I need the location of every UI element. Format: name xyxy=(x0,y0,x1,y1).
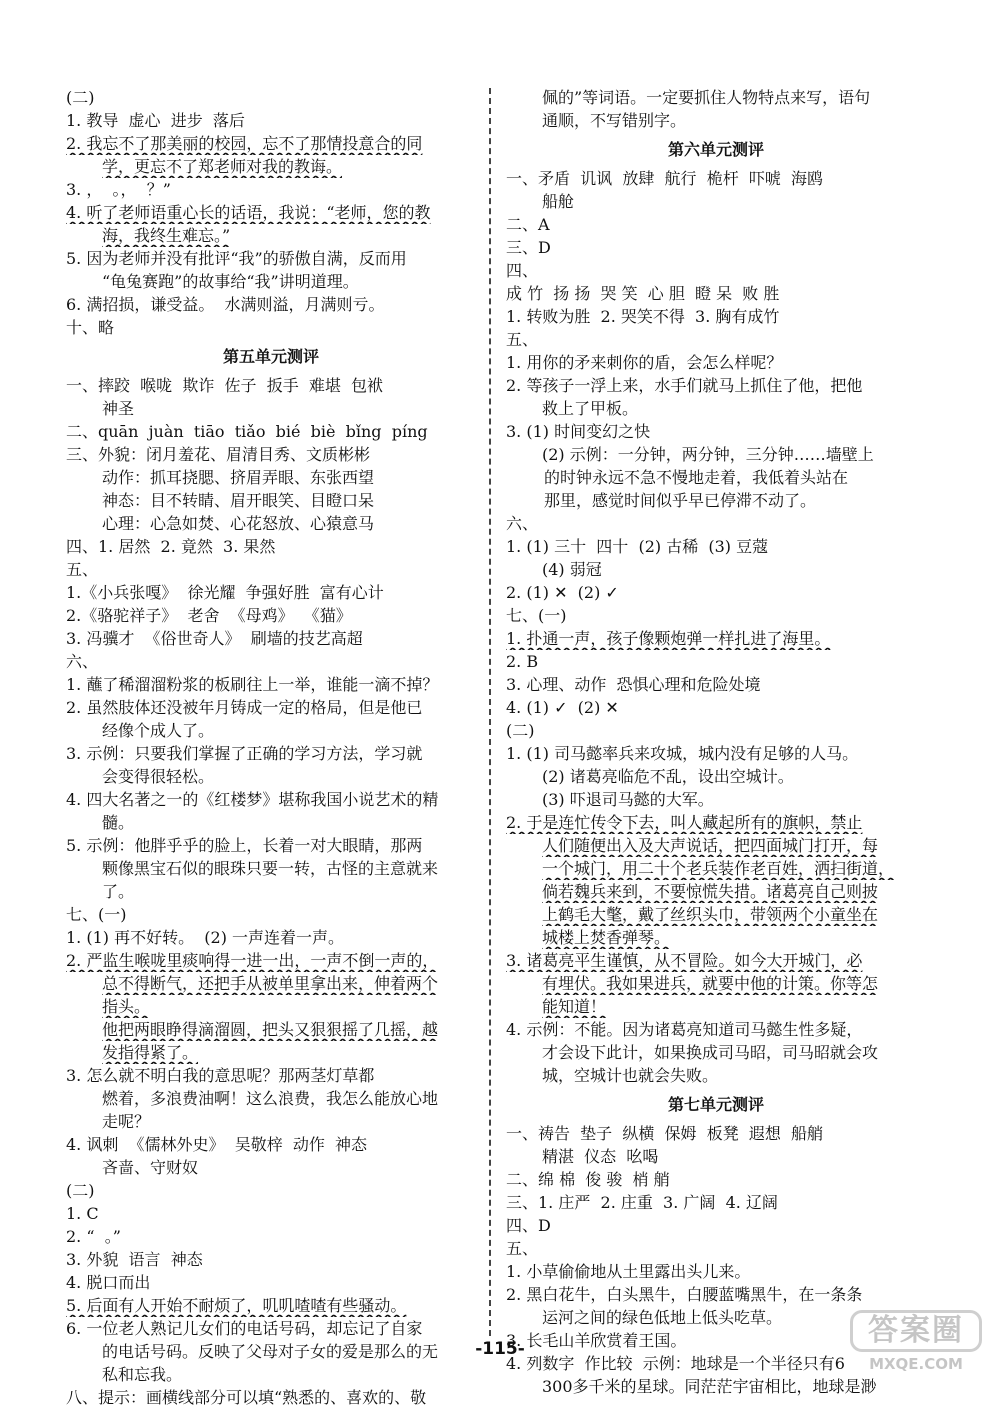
answer-line xyxy=(506,627,926,650)
answer-line: 3. 外貌 语言 神态 xyxy=(66,1250,203,1269)
answer-line: 那里，感觉时间似乎早已停滞不动了。 xyxy=(544,491,817,510)
answer-line xyxy=(66,224,476,247)
underlined-answer: 3. 诸葛亮平生谨慎，从不冒险。如今大开城门，必 xyxy=(506,951,863,970)
answer-line: 经像个成人了。 xyxy=(102,721,215,740)
answer-line xyxy=(66,1041,476,1064)
underlined-answer: 4. 听了老师语重心长的话语，我说：“老师，您的教 xyxy=(66,203,431,222)
answer-line: 1. 蘸了稀溜溜粉浆的板刷往上一举，谁能一滴不掉？ xyxy=(66,675,439,694)
right-column xyxy=(506,86,926,1398)
answer-line: 3. 长毛山羊欣赏着王国。 xyxy=(506,1331,687,1350)
answer-line: 七、(一) xyxy=(506,606,567,625)
answer-line xyxy=(506,857,926,880)
answer-line: 300多千米的星球。同茫茫宇宙相比，地球是渺 xyxy=(542,1377,877,1396)
answer-line: 4. 列数字 作比较 示例：地球是一个半径只有6 xyxy=(506,1354,845,1373)
answer-line: 心理：心急如焚、心花怒放、心猿意马 xyxy=(102,514,375,533)
answer-line: 五、 xyxy=(506,330,539,349)
underlined-answer: 他把两眼睁得滴溜圆，把头又狠狠摇了几摇，越 xyxy=(102,1020,439,1039)
answer-line: (2) 示例：一分钟，两分钟，三分钟……墙壁上 xyxy=(542,445,874,464)
section-title: 第六单元测评 xyxy=(667,140,764,159)
answer-line: 1. (1) 三十 四十 (2) 古稀 (3) 豆蔻 xyxy=(506,537,769,556)
underlined-answer: 2. 我忘不了那美丽的校园，忘不了那情投意合的同 xyxy=(66,134,423,153)
answer-line: 四、1. 居然 2. 竟然 3. 果然 xyxy=(66,537,276,556)
answer-line: (二) xyxy=(506,721,535,740)
answer-line: 4. 四大名著之一的《红楼梦》堪称我国小说艺术的精 xyxy=(66,790,439,809)
watermark-site: MXQE.COM xyxy=(869,1355,963,1373)
watermark-logo xyxy=(850,1310,982,1382)
answer-line: 燃着，多浪费油啊！这么浪费，我怎么能放心地 xyxy=(102,1089,439,1108)
answer-line: 会变得很轻松。 xyxy=(102,767,215,786)
underlined-answer: 总不得断气，还把手从被单里拿出来，伸着两个 xyxy=(102,974,439,993)
answer-line: 3. 示例：只要我们掌握了正确的学习方法，学习就 xyxy=(66,744,423,763)
answer-line xyxy=(506,880,926,903)
answer-line: 3. (1) 时间变幻之快 xyxy=(506,422,651,441)
answer-line: 神圣 xyxy=(102,399,135,418)
answer-line: 2.《骆驼祥子》 老舍 《母鸡》 《猫》 xyxy=(66,606,352,625)
answer-line: 3. 心理、动作 恐惧心理和危险处境 xyxy=(506,675,761,694)
answer-line xyxy=(506,949,926,972)
answer-line: 二、quān juàn tiāo tiǎo bié biè bǐng píng xyxy=(66,422,428,441)
answer-line: 运河之间的绿色低地上低头吃草。 xyxy=(542,1308,783,1327)
answer-line: 一、摔跤 喉咙 欺诈 佐子 扳手 难堪 包袱 xyxy=(66,376,384,395)
answer-line xyxy=(506,926,926,949)
answer-line: 动作：抓耳挠腮、挤眉弄眼、东张西望 xyxy=(102,468,375,487)
answer-line: 走呢？ xyxy=(102,1112,151,1131)
answer-line: 二、绵 棉 俊 骏 梢 艄 xyxy=(506,1170,670,1189)
answer-line: 6. 一位老人熟记儿女们的电话号码，却忘记了自家 xyxy=(66,1319,423,1338)
answer-line: 八、提示：画横线部分可以填“熟悉的、喜欢的、敬 xyxy=(66,1388,427,1407)
answer-line: 1. 教导 虚心 进步 落后 xyxy=(66,111,245,130)
answer-line: 五、 xyxy=(66,560,99,579)
answer-line xyxy=(66,995,476,1018)
answer-line xyxy=(506,811,926,834)
underlined-answer: 1. 扑通一声，孩子像颗炮弹一样扎进了海里。 xyxy=(506,629,831,648)
answer-line: 2. 等孩子一浮上来，水手们就马上抓住了他，把他 xyxy=(506,376,863,395)
underlined-answer: 有埋伏。我如果进兵，就要中他的计策。你等怎 xyxy=(542,974,879,993)
underlined-answer: 倘若魏兵来到，不要惊慌失措。诸葛亮自己则披 xyxy=(542,882,879,901)
answer-line: (4) 弱冠 xyxy=(542,560,602,579)
underlined-answer: 一个城门，用二十个老兵装作老百姓，洒扫街道， xyxy=(542,859,895,878)
answer-line: (二) xyxy=(66,1181,95,1200)
answer-line: 1. (1) 再不好转。 (2) 一声连着一声。 xyxy=(66,928,345,947)
answer-line: 佩的”等词语。一定要抓住人物特点来写，语句 xyxy=(542,88,871,107)
answer-line: 精湛 仪态 吆喝 xyxy=(542,1147,659,1166)
answer-line: 四、D xyxy=(506,1216,551,1235)
answer-line: “龟兔赛跑”的故事给“我”讲明道理。 xyxy=(102,272,359,291)
answer-line: 成 竹 扬 扬 哭 笑 心 胆 瞪 呆 败 胜 xyxy=(506,284,780,303)
underlined-answer: 城楼上焚香弹琴。 xyxy=(542,928,671,947)
answer-line: 城，空城计也就会失败。 xyxy=(542,1066,719,1085)
answer-line: 2. (1) ✕ (2) ✓ xyxy=(506,583,619,602)
answer-line: 6. 满招损，谦受益。 水满则溢，月满则亏。 xyxy=(66,295,385,314)
answer-line: 2. 黑白花牛，白头黑牛，白腰蓝嘴黑牛，在一条条 xyxy=(506,1285,863,1304)
underlined-answer: 2. 严监生喉咙里痰响得一进一出，一声不倒一声的， xyxy=(66,951,439,970)
answer-line: 了。 xyxy=(102,882,135,901)
answer-line: 一、矛盾 讥讽 放肆 航行 桅杆 吓唬 海鸥 xyxy=(506,169,824,188)
answer-line: 的电话号码。反映了父母对子女的爱是那么的无 xyxy=(102,1342,439,1361)
answer-line xyxy=(66,201,476,224)
answer-line: 通顺，不写错别字。 xyxy=(542,111,687,130)
answer-line: 2. B xyxy=(506,652,539,671)
answer-line: 二、A xyxy=(506,215,550,234)
answer-line xyxy=(506,995,926,1018)
answer-line: 三、外貌：闭月羞花、眉清目秀、文质彬彬 xyxy=(66,445,371,464)
answer-line xyxy=(66,972,476,995)
answer-line: 五、 xyxy=(506,1239,539,1258)
answer-line xyxy=(66,1018,476,1041)
answer-line: 2. 虽然肢体还没被年月铸成一定的格局，但是他已 xyxy=(66,698,423,717)
answer-line: 4. 示例：不能。因为诸葛亮知道司马懿生性多疑， xyxy=(506,1020,863,1039)
answer-line: 船舱 xyxy=(542,192,575,211)
section-title: 第五单元测评 xyxy=(222,347,319,366)
answer-line: 三、D xyxy=(506,238,551,257)
column-divider xyxy=(489,88,491,1336)
answer-line: 4. 脱口而出 xyxy=(66,1273,151,1292)
answer-line: 六、 xyxy=(506,514,539,533)
answer-line: 4. (1) ✓ (2) ✕ xyxy=(506,698,619,717)
answer-line: 七、(一) xyxy=(66,905,127,924)
section-title: 第七单元测评 xyxy=(667,1095,764,1114)
answer-line: 吝啬、守财奴 xyxy=(102,1158,199,1177)
answer-line: 十、略 xyxy=(66,318,115,337)
underlined-answer: 2. 于是连忙传令下去，叫人藏起所有的旗帜，禁止 xyxy=(506,813,863,832)
answer-line: 三、1. 庄严 2. 庄重 3. 广阔 4. 辽阔 xyxy=(506,1193,778,1212)
answer-line: (2) 诸葛亮临危不乱，设出空城计。 xyxy=(542,767,794,786)
answer-line xyxy=(506,972,926,995)
answer-line: 1. 小草偷偷地从土里露出头儿来。 xyxy=(506,1262,751,1281)
answer-line: 一、祷告 垫子 纵横 保姆 板凳 遐想 船艄 xyxy=(506,1124,824,1143)
answer-line: 2. “ 。” xyxy=(66,1227,121,1246)
answer-line: (3) 吓退司马懿的大军。 xyxy=(542,790,714,809)
answer-line: 神态：目不转睛、眉开眼笑、目瞪口呆 xyxy=(102,491,375,510)
answer-line: 四、 xyxy=(506,261,539,280)
answer-line: 六、 xyxy=(66,652,99,671)
answer-line: 4. 讽刺 《儒林外史》 吴敬梓 动作 神态 xyxy=(66,1135,368,1154)
underlined-answer: 指头。 xyxy=(102,997,151,1016)
answer-line: 救上了甲板。 xyxy=(542,399,639,418)
underlined-answer: 学，更忘不了郑老师对我的教诲。 xyxy=(102,157,343,176)
answer-line xyxy=(506,834,926,857)
answer-line: 5. 因为老师并没有批评“我”的骄傲自满，反而用 xyxy=(66,249,407,268)
left-column xyxy=(66,86,476,1409)
answer-line: 才会设下此计，如果换成司马昭，司马昭就会攻 xyxy=(542,1043,879,1062)
answer-line: 1. 用你的矛来刺你的盾，会怎么样呢？ xyxy=(506,353,783,372)
answer-line: 3. 冯骥才 《俗世奇人》 刷墙的技艺高超 xyxy=(66,629,363,648)
answer-line: 1. C xyxy=(66,1204,99,1223)
underlined-answer: 5. 后面有人开始不耐烦了，叽叽喳喳有些骚动。 xyxy=(66,1296,407,1315)
answer-line: 私和忘我。 xyxy=(102,1365,183,1384)
answer-line xyxy=(66,1294,476,1317)
answer-line: 髓。 xyxy=(102,813,135,832)
answer-line xyxy=(66,155,476,178)
underlined-answer: 发指得紧了。 xyxy=(102,1043,199,1062)
answer-line xyxy=(66,949,476,972)
answer-line: 3. 怎么就不明白我的意思呢？那两茎灯草都 xyxy=(66,1066,375,1085)
underlined-answer: 上鹤毛大氅，戴了丝织头巾，带领两个小童坐在 xyxy=(542,905,879,924)
underlined-answer: 能知道！ xyxy=(542,997,607,1016)
page-number: -115- xyxy=(475,1339,525,1359)
underlined-answer: 人们随便出入及大声说话，把四面城门打开，每 xyxy=(542,836,879,855)
answer-line xyxy=(506,903,926,926)
answer-line: 的时钟永远不急不慢地走着，我低着头站在 xyxy=(544,468,849,487)
answer-line: 1.《小兵张嘎》 徐光耀 争强好胜 富有心计 xyxy=(66,583,384,602)
answer-line: 3. ， 。， ？” xyxy=(66,180,171,199)
answer-line: 1. (1) 司马懿率兵来攻城，城内没有足够的人马。 xyxy=(506,744,859,763)
answer-line: 1. 转败为胜 2. 哭笑不得 3. 胸有成竹 xyxy=(506,307,780,326)
answer-line xyxy=(66,132,476,155)
answer-line: 5. 示例：他胖乎乎的脸上，长着一对大眼睛，那两 xyxy=(66,836,423,855)
watermark-mark: 答案圈 xyxy=(850,1310,982,1352)
underlined-answer: 海，我终生难忘。” xyxy=(102,226,231,245)
answer-line: 颗像黑宝石似的眼珠只要一转，古怪的主意就来 xyxy=(102,859,439,878)
answer-line: (二) xyxy=(66,88,95,107)
